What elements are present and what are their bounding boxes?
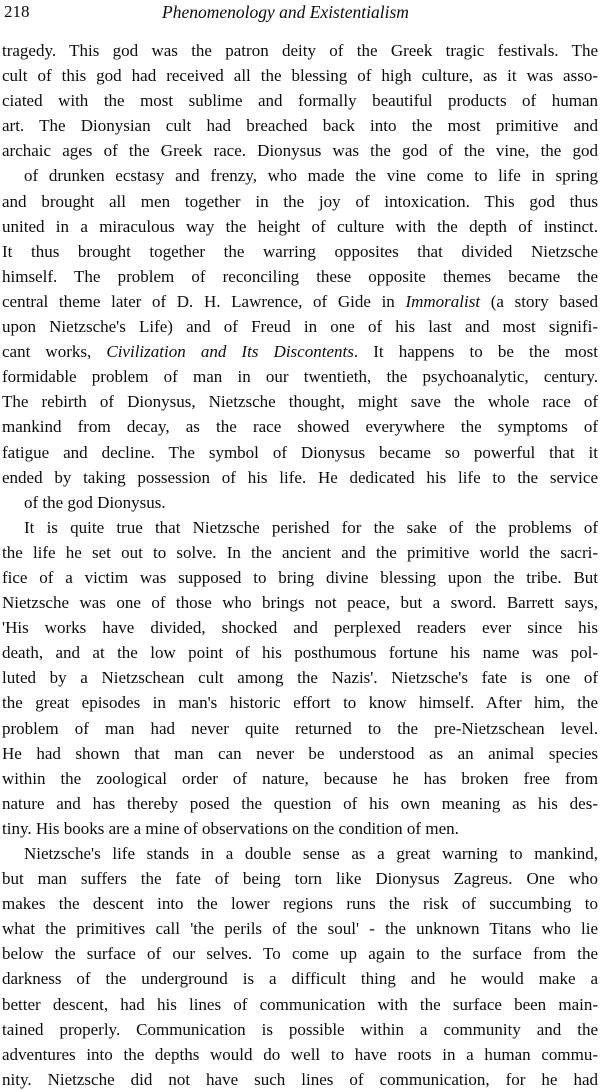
text-line: of the god Dionysus. [24, 492, 166, 512]
text-line: 'His works have divided, shocked and perplexed readers ever since his [2, 618, 598, 638]
text-line: adventures into the depths would do well to have roots in a human commu- [2, 1044, 598, 1064]
text-line: of drunken ecstasy and frenzy, who made the vine come to life in spring [24, 166, 598, 186]
text-line: It thus brought together the warring opposites that divided Nietzsche [2, 241, 598, 261]
text-line: and brought all men together in the joy of intoxication. This god thus [2, 191, 598, 211]
text-line: within the zoological order of nature, because he has broken free from [2, 768, 598, 788]
running-title: Phenomenology and Existentialism [162, 2, 409, 22]
text-line: ended by taking possession of his life. He dedicated his life to the service [2, 467, 598, 487]
text-line: mankind from decay, as the race showed everywhere the symptoms of [2, 417, 598, 437]
body-text [2, 38, 598, 1092]
text-line: better descent, had his lines of communication with the surface been main- [2, 994, 598, 1014]
text-line: He had shown that man can never be understood as an animal species [2, 743, 598, 763]
text-line: below the surface of our selves. To come up again to the surface from the [2, 944, 598, 964]
text-line: luted by a Nietzschean cult among the Nazis'. Nietzsche's fate is one of [2, 668, 598, 688]
text-line: fatigue and decline. The symbol of Dionysus became so powerful that it [2, 442, 598, 462]
text-line: The rebirth of Dionysus, Nietzsche thought, might save the whole race of [2, 392, 598, 412]
paragraph [2, 841, 598, 1092]
text-line: makes the descent into the lower regions runs the risk of succumbing to [2, 894, 598, 914]
text-line: problem of man had never quite returned to the pre-Nietzschean level. [2, 718, 598, 738]
text-line: himself. The problem of reconciling these opposite themes became the [2, 266, 598, 286]
text-line: but man suffers the fate of being torn like Dionysus Zagreus. One who [2, 869, 598, 889]
text-line: death, and at the low point of his posthumous fortune his name was pol- [2, 643, 598, 663]
text-line: ciated with the most sublime and formally beautiful products of human [2, 91, 598, 111]
text-line: the great episodes in man's historic effort to know himself. After him, the [2, 693, 598, 713]
text-line: united in a miraculous way the height of culture with the depth of instinct. [2, 216, 598, 236]
text-line: Nietzsche was one of those who brings not peace, but a sword. Barrett says, [2, 593, 598, 613]
text-line: tragedy. This god was the patron deity of the Greek tragic festivals. The [2, 41, 598, 60]
text-line: cant works, Civilization and Its Discontents. It happens to be the most [2, 342, 598, 362]
text-line: central theme later of D. H. Lawrence, of Gide in Immoralist (a story based [2, 291, 598, 311]
text-line: It is quite true that Nietzsche perished for the sake of the problems of [24, 517, 598, 537]
text-line: cult of this god had received all the blessing of high culture, as it was asso- [2, 66, 598, 86]
paragraph [2, 515, 598, 841]
text-line: nity. Nietzsche did not have such lines of communication, for he had [2, 1069, 598, 1089]
text-line: formidable problem of man in our twentieth, the psychoanalytic, century. [2, 367, 598, 387]
italic-title: Civilization and Its Discontents [106, 342, 354, 362]
text-line: tained properly. Communication is possible within a community and the [2, 1019, 598, 1039]
text-line: art. The Dionysian cult had breached back into the most primitive and [2, 116, 598, 136]
page-number: 218 [4, 2, 30, 21]
text-line: tiny. His books are a mine of observations on the condition of men. [2, 818, 459, 838]
text-line: Nietzsche's life stands in a double sense as a great warning to mankind, [24, 844, 598, 863]
text-line: darkness of the underground is a difficult thing and he would make a [2, 969, 598, 989]
italic-title: Immoralist [405, 291, 481, 311]
text-line: fice of a victim was supposed to bring divine blessing upon the tribe. But [2, 567, 598, 587]
text-line: nature and has thereby posed the question of his own meaning as his des- [2, 793, 598, 813]
paragraph [2, 38, 598, 515]
text-line: the life he set out to solve. In the ancient and the primitive world the sacri- [2, 542, 598, 562]
text-line: archaic ages of the Greek race. Dionysus was the god of the vine, the god [2, 141, 598, 161]
text-line: upon Nietzsche's Life) and of Freud in one of his last and most signifi- [2, 317, 598, 337]
text-line: what the primitives call 'the perils of the soul' - the unknown Titans who lie [2, 919, 598, 939]
running-head [2, 0, 600, 30]
